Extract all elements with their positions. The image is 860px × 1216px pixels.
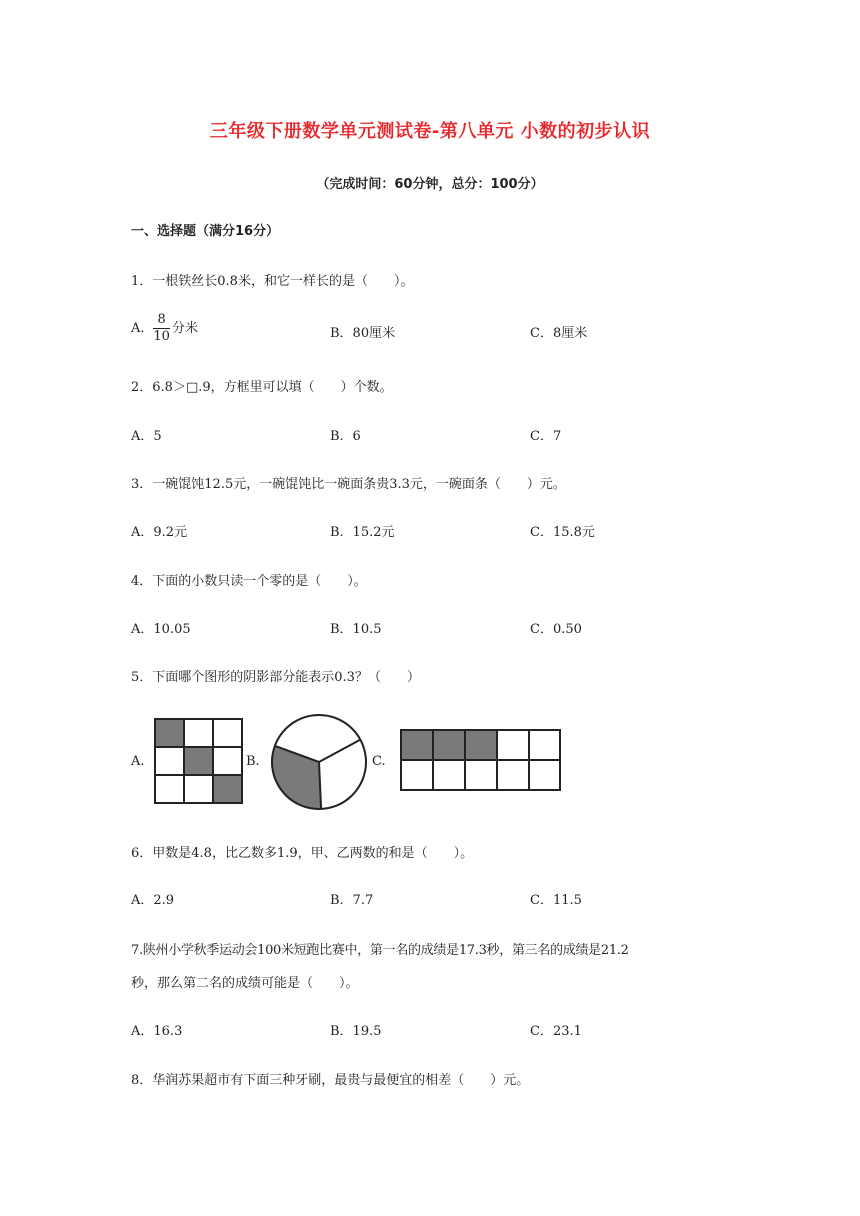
fraction-denominator: 10 (153, 329, 170, 344)
q2-option-c: C．7 (530, 429, 562, 444)
q4-option-a: A．10.05 (131, 622, 191, 637)
q4-option-b: B．10.5 (330, 622, 382, 637)
q6-option-b: B．7.7 (330, 893, 374, 908)
q4-option-c: C．0.50 (530, 622, 582, 637)
q3-option-b: B．15.2元 (330, 525, 395, 540)
q7-option-c: C．23.1 (530, 1024, 582, 1039)
question-7-line-1: 7.陕州小学秋季运动会100米短跑比赛中，第一名的成绩是17.3秒，第三名的成绩是21.2 (131, 943, 629, 958)
section-heading: 一、选择题（满分16分） (131, 224, 280, 239)
fraction (153, 312, 170, 345)
question-3: 3．一碗馄饨12.5元，一碗馄饨比一碗面条贵3.3元，一碗面条（ ）元。 (131, 477, 566, 492)
q1-option-a-unit: 分米 (171, 321, 198, 336)
question-7-line-2: 秒，那么第二名的成绩可能是（ ）。 (131, 976, 359, 991)
q3-option-a: A．9.2元 (131, 525, 188, 540)
q7-option-b: B．19.5 (330, 1024, 382, 1039)
q5-figure-a-grid (154, 718, 244, 804)
question-6: 6．甲数是4.8，比乙数多1.9，甲、乙两数的和是（ ）。 (131, 846, 474, 861)
q5-figure-b-circle (269, 712, 369, 812)
q5-option-b: B. (246, 754, 260, 769)
q1-option-b: B．80厘米 (330, 326, 396, 341)
q7-option-a: A．16.3 (131, 1024, 183, 1039)
q6-option-c: C．11.5 (530, 893, 582, 908)
fraction-numerator: 8 (153, 312, 170, 329)
q1-option-a-prefix: A． (131, 321, 154, 336)
q5-figure-c-grid (400, 729, 562, 792)
question-4: 4．下面的小数只读一个零的是（ ）。 (131, 574, 367, 589)
q2-option-a: A．5 (131, 429, 162, 444)
q6-option-a: A．2.9 (131, 893, 175, 908)
q1-option-c: C．8厘米 (530, 326, 588, 341)
question-2: 2．6.8＞□.9，方框里可以填（ ）个数。 (131, 380, 393, 395)
q5-option-c: C. (372, 754, 386, 769)
q2-option-b: B．6 (330, 429, 361, 444)
question-8: 8．华润苏果超市有下面三种牙刷，最贵与最便宜的相差（ ）元。 (131, 1073, 530, 1088)
question-1: 1．一根铁丝长0.8米，和它一样长的是（ ）。 (131, 274, 414, 289)
q5-option-a: A. (131, 754, 145, 769)
page-subtitle: （完成时间：60分钟，总分：100分） (316, 177, 544, 192)
page-title: 三年级下册数学单元测试卷-第八单元 小数的初步认识 (209, 121, 651, 142)
q1-option-a (131, 312, 198, 345)
q3-option-c: C．15.8元 (530, 525, 595, 540)
question-5: 5．下面哪个图形的阴影部分能表示0.3？（ ） (131, 670, 420, 685)
